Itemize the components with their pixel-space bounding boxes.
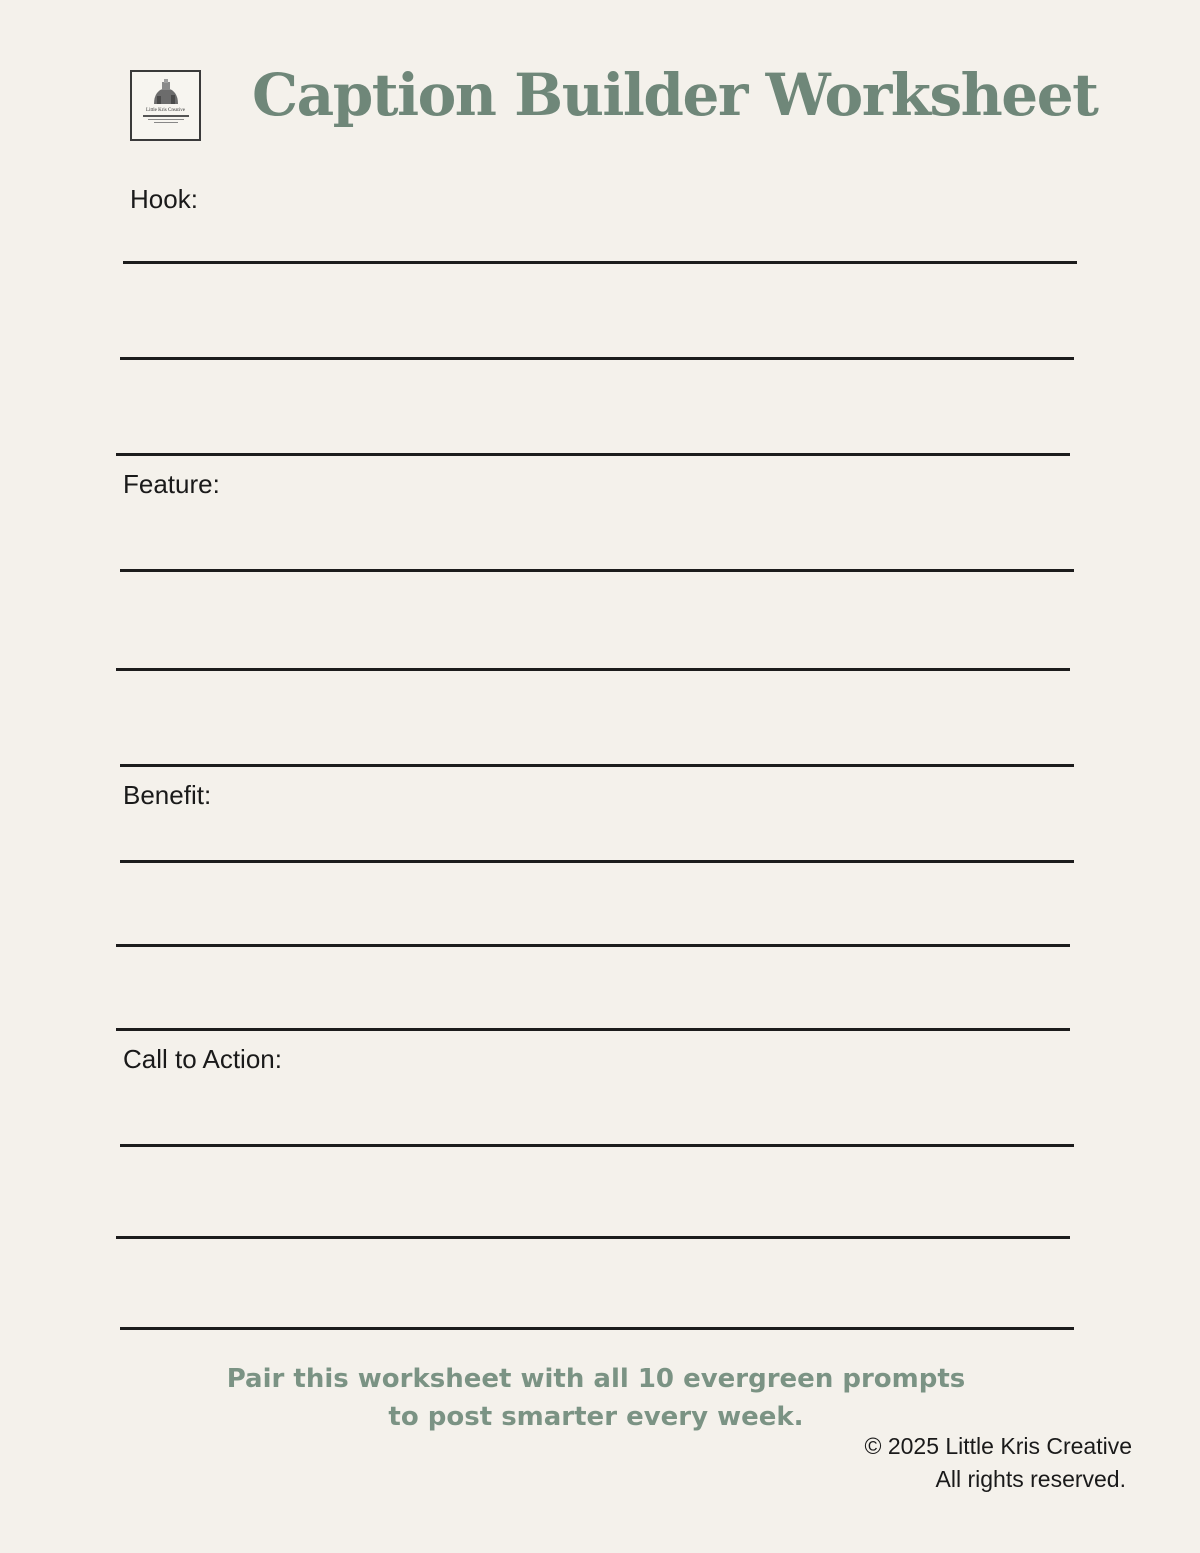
logo-illustration-icon (151, 78, 181, 106)
writing-line[interactable] (116, 1236, 1070, 1239)
copyright-text: © 2025 Little Kris Creative (864, 1433, 1132, 1459)
logo-tagline-mark (143, 115, 189, 117)
writing-line[interactable] (123, 261, 1077, 264)
writing-line[interactable] (120, 1327, 1074, 1330)
logo-name: Little Kris Creative (146, 108, 185, 113)
writing-line[interactable] (120, 860, 1074, 863)
rights-text: All rights reserved. (935, 1466, 1126, 1492)
writing-line[interactable] (116, 453, 1070, 456)
section-label-feature: Feature: (123, 469, 220, 499)
writing-line[interactable] (120, 764, 1074, 767)
page-title: Caption Builder Worksheet (252, 61, 1098, 129)
writing-line[interactable] (120, 569, 1074, 572)
logo-tagline-mark (154, 122, 178, 123)
writing-line[interactable] (120, 1144, 1074, 1147)
brand-logo (130, 70, 201, 141)
writing-line[interactable] (120, 357, 1074, 360)
promo-line-2: to post smarter every week. (388, 1402, 804, 1432)
section-label-call-to-action: Call to Action: (123, 1044, 282, 1074)
promo-message (196, 1360, 996, 1436)
logo-tagline-mark (148, 119, 184, 120)
section-label-hook: Hook: (130, 184, 198, 214)
writing-line[interactable] (116, 1028, 1070, 1031)
promo-line-1: Pair this worksheet with all 10 evergreen prompts (226, 1364, 966, 1394)
copyright-notice (864, 1430, 1132, 1496)
writing-line[interactable] (116, 668, 1070, 671)
section-label-benefit: Benefit: (123, 780, 212, 810)
writing-line[interactable] (116, 944, 1070, 947)
